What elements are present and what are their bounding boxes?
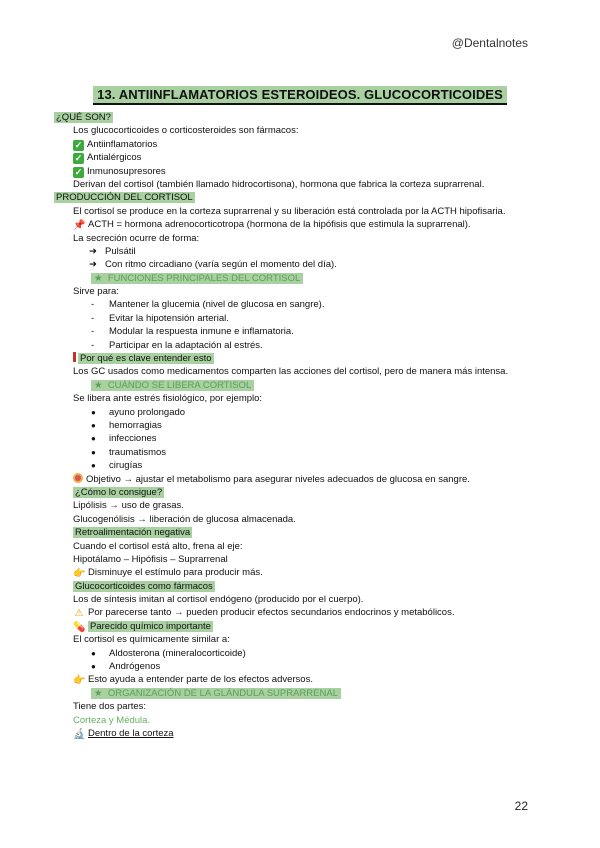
pill-icon: 💊	[73, 621, 86, 633]
list-item: ✓ Antialérgicos	[74, 152, 142, 164]
parecerse-note: ⚠ Por parecerse tanto → pueden producir efectos secundarios endocrinos y metabólicos.	[74, 607, 455, 620]
list-item: - Mantener la glucemia (nivel de glucosa en sangre).	[91, 299, 325, 311]
section-heading-funciones: ★ FUNCIONES PRINCIPALES DEL CORTISOL	[54, 272, 534, 285]
acth-note: 📌 ACTH = hormona adrenocorticotropa (hormona de la hipófisis que estimula la suprarrenal).	[73, 219, 471, 232]
clave-heading: Por qué es clave entender esto	[54, 352, 534, 365]
retro-heading: Retroalimentación negativa	[75, 527, 191, 539]
list-item: ✓ Inmunosupresores	[74, 165, 166, 177]
star-icon: ★	[94, 272, 103, 284]
right-arrow-icon: ➜	[89, 245, 97, 257]
author-handle: @Dentalnotes	[451, 36, 528, 50]
page-number: 22	[514, 799, 528, 813]
list-item: ● cirugías	[91, 460, 143, 472]
farmacos-text: Los de síntesis imitan al cortisol endógeno (producido por el cuerpo).	[73, 594, 364, 606]
list-item: ● traumatismos	[91, 446, 167, 458]
pointing-hand-icon: 👉	[73, 675, 86, 687]
ayuda-note: 👉 Esto ayuda a entender parte de los efectos adversos.	[73, 674, 313, 687]
list-item: - Modular la respuesta inmune e inflamatoria.	[91, 326, 294, 338]
microscope-icon: 🔬	[73, 729, 86, 740]
section-heading-libera: ★ CUÁNDO SE LIBERA CORTISOL	[54, 379, 534, 392]
libera-intro: Se libera ante estrés fisiológico, por ejemplo:	[73, 393, 263, 405]
list-item: ● Aldosterona (mineralocorticoide)	[91, 647, 246, 659]
disminuye-note: 👉 Disminuye el estímulo para producir más.	[73, 567, 263, 580]
right-arrow-icon: ➜	[89, 259, 97, 271]
section-heading-que-son: ¿QUÉ SON?	[56, 112, 111, 123]
page-title: 13. ANTIINFLAMATORIOS ESTEROIDEOS. GLUCOCORTICOIDES	[93, 86, 507, 105]
que-son-intro: Los glucocorticoides o corticosteroides son fármacos:	[73, 125, 299, 137]
list-item: ● hemorragias	[91, 420, 162, 432]
list-item: ● ayuno prolongado	[91, 406, 186, 418]
list-item: - Participar en la adaptación al estrés.	[91, 339, 263, 351]
funciones-intro: Sirve para:	[73, 286, 119, 298]
list-item: ● Andrógenos	[91, 661, 161, 673]
check-box-icon: ✓	[74, 139, 83, 150]
star-icon: ★	[94, 687, 103, 699]
que-son-derivan: Derivan del cortisol (también llamado hidrocortisona), hormona que fabrica la corteza suprarrenal.	[73, 178, 485, 190]
section-heading-produccion: PRODUCCIÓN DEL CORTISOL	[56, 192, 193, 204]
glucogenolisis: Glucogenólisis → liberación de glucosa almacenada.	[73, 513, 296, 525]
target-icon	[73, 473, 83, 483]
secrecion-intro: La secreción ocurre de forma:	[73, 232, 200, 244]
star-icon: ★	[94, 379, 103, 391]
list-item: ➜ Pulsátil	[89, 245, 136, 257]
como-heading: ¿Cómo lo consigue?	[75, 486, 163, 498]
red-exclamation-icon	[73, 352, 76, 362]
partes-green: Corteza y Médula.	[73, 714, 151, 726]
pushpin-icon: 📌	[73, 220, 86, 232]
farmacos-heading: Glucocorticoides como fármacos	[75, 580, 213, 592]
dentro-heading: 🔬 Dentro de la corteza	[73, 728, 174, 740]
title-wrapper	[0, 86, 600, 105]
page-content	[54, 111, 534, 740]
list-item: ● infecciones	[91, 433, 157, 445]
list-item: ➜ Con ritmo circadiano (varía según el momento del día).	[89, 259, 337, 271]
list-item: ✓ Antiinflamatorios	[74, 138, 158, 150]
clave-text: Los GC usados como medicamentos comparten las acciones del cortisol, pero de manera más intensa.	[73, 366, 509, 378]
produccion-text: El cortisol se produce en la corteza suprarrenal y su liberación está controlada por la ACTH hipofisaria.	[73, 205, 506, 217]
parecido-heading: 💊 Parecido químico importante	[73, 620, 211, 633]
eje-text: Hipotálamo – Hipófisis – Suprarrenal	[73, 553, 228, 565]
section-heading-organizacion: ★ ORGANIZACIÓN DE LA GLÁNDULA SUPRARRENAL	[54, 687, 534, 700]
partes-intro: Tiene dos partes:	[73, 701, 147, 713]
warning-icon: ⚠	[74, 608, 84, 620]
check-box-icon: ✓	[74, 153, 83, 164]
similar-intro: El cortisol es químicamente similar a:	[73, 634, 230, 646]
lipolisis: Lipólisis → uso de grasas.	[73, 500, 184, 512]
list-item: - Evitar la hipotensión arterial.	[91, 312, 229, 324]
objetivo-note: Objetivo → ajustar el metabolismo para asegurar niveles adecuados de glucosa en sangre.	[54, 473, 534, 486]
retro-text: Cuando el cortisol está alto, frena al eje:	[73, 540, 243, 552]
check-box-icon: ✓	[74, 166, 83, 177]
pointing-hand-icon: 👉	[73, 568, 86, 580]
